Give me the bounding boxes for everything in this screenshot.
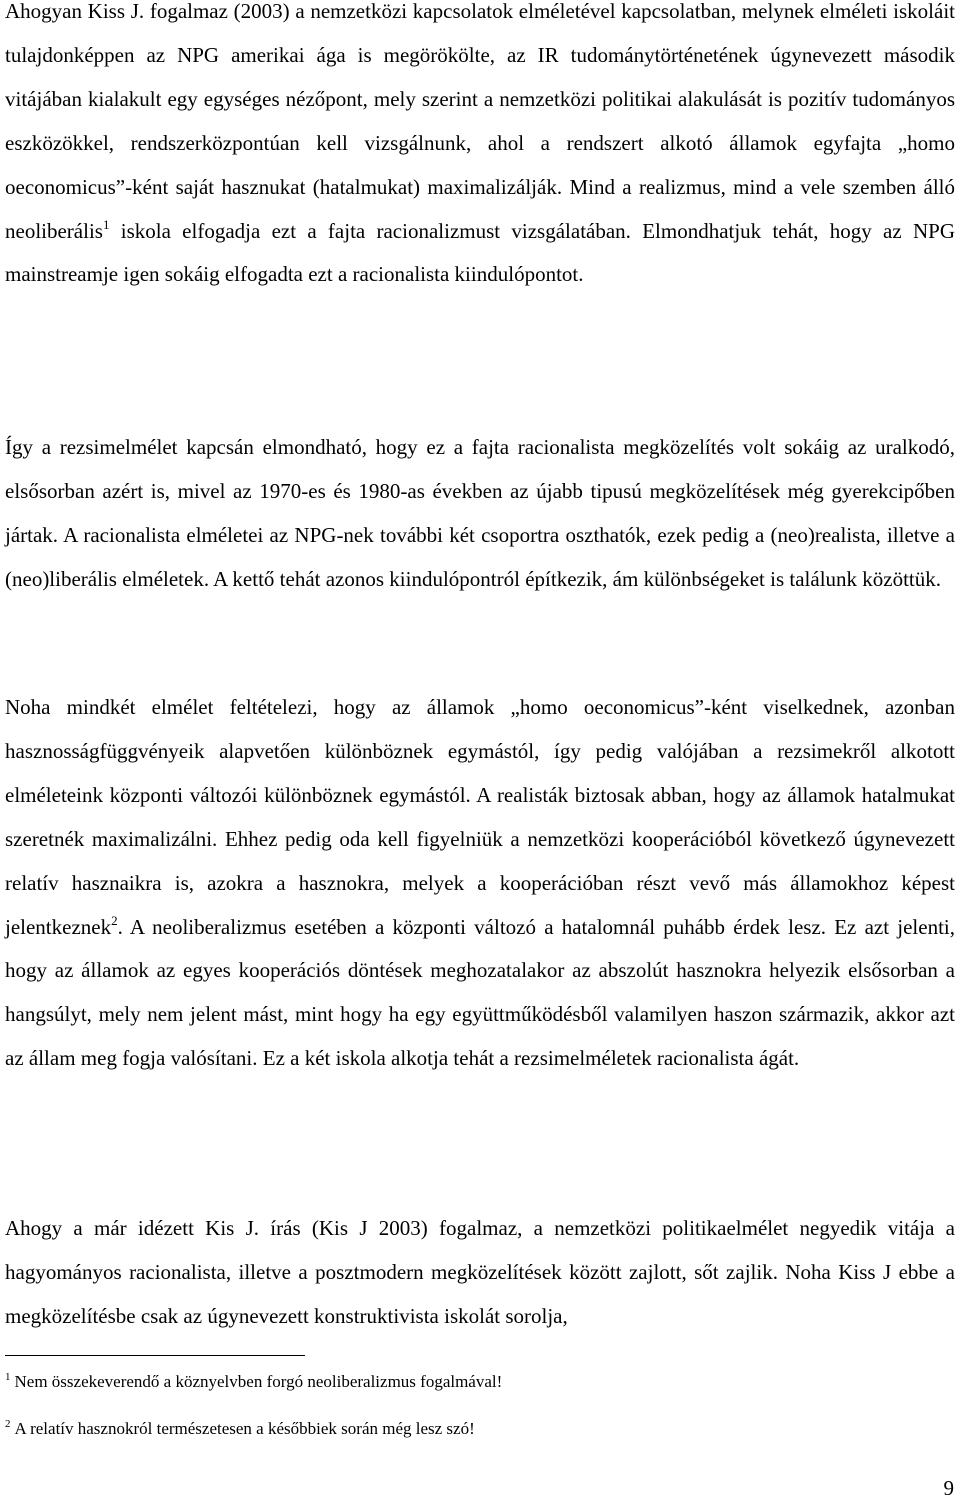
paragraph-1-tail: iskola elfogadja ezt a fajta racionalizmust vizsgálatában. Elmondhatjuk tehát, hogy az NPG mainstreamje igen sokáig elfogadta ezt a racionalista kiindulópontot. bbox=[5, 218, 955, 287]
footnote-ref-2: 2 bbox=[111, 912, 118, 928]
footnote-separator bbox=[5, 1355, 305, 1356]
paragraph-2-text: Így a rezsimelmélet kapcsán elmondható, hogy ez a fajta racionalista megközelítés volt sokáig az uralkodó, elsősorban azért is, mivel az 1970-es és 1980-as években az újabb tipusú megközelítések még gyerekcipőben jártak. A racionalista elméletei az NPG-nek további két csoportra oszthatók, ezek pedig a (neo)realista, illetve a (neo)liberális elméletek. A kettő tehát azonos kiindulópontról építkezik, ám különbségeket is találunk közöttük. bbox=[5, 435, 955, 591]
page-number: 9 bbox=[943, 1476, 954, 1500]
footnote-1 bbox=[5, 1371, 502, 1393]
paragraph-1-text: Ahogyan Kiss J. fogalmaz (2003) a nemzetközi kapcsolatok elméletével kapcsolatban, melynek elméleti iskoláit tulajdonképpen az NPG amerikai ága is megörökölte, az IR tudománytörténetének úgynevezett második vitájában kialakult egy egységes nézőpont, mely szerint a nemzetközi politikai alakulását is pozitív tudományos eszközökkel, rendszerközpontúan kell vizsgálnunk, ahol a rendszert alkotó államok egyfajta „homo oeconomicus”-ként saját hasznukat (hatalmukat) maximalizálják. Mind a realizmus, mind a vele szemben álló neoliberális bbox=[5, 0, 955, 243]
paragraph-4-text: Ahogy a már idézett Kis J. írás (Kis J 2003) fogalmaz, a nemzetközi politikaelmélet negyedik vitája a hagyományos racionalista, illetve a posztmodern megközelítések között zajlott, sőt zajlik. Noha Kiss J ebbe a megközelítésbe csak az úgynevezett konstruktivista iskolát sorolja, bbox=[5, 1216, 955, 1328]
footnote-1-number: 1 bbox=[5, 1371, 11, 1383]
paragraph-1 bbox=[5, 0, 955, 297]
paragraph-3-text: Noha mindkét elmélet feltételezi, hogy az államok „homo oeconomicus”-ként viselkednek, azonban hasznosságfüggvényeik alapvetően különböznek egymástól, így pedig valójában a rezsimekről alkotott elméleteink központi változói különböznek egymástól. A realisták biztosak abban, hogy az államok hatalmukat szeretnék maximalizálni. Ehhez pedig oda kell figyelniük a nemzetközi kooperációból következő úgynevezett relatív hasznaikra is, azokra a hasznokra, melyek a kooperációban részt vevő más államokhoz képest jelentkeznek bbox=[5, 695, 955, 939]
paragraph-4 bbox=[5, 1207, 955, 1339]
paragraph-3 bbox=[5, 686, 955, 1081]
footnote-2-number: 2 bbox=[5, 1418, 11, 1430]
footnote-1-text: Nem összekeverendő a köznyelvben forgó neoliberalizmus fogalmával! bbox=[14, 1372, 503, 1391]
footnote-2-text: A relatív hasznokról természetesen a későbbiek során még lesz szó! bbox=[14, 1419, 475, 1438]
paragraph-2 bbox=[5, 426, 955, 602]
footnote-ref-1: 1 bbox=[102, 216, 110, 232]
paragraph-3-tail: . A neoliberalizmus esetében a központi változó a hatalomnál puhább érdek lesz. Ez azt jelenti, hogy az államok az egyes kooperációs döntések meghozatalakor az abszolút hasznokra helyezik elsősorban a hangsúlyt, mely nem jelent mást, mint hogy ha egy együttműködésből valamilyen haszon származik, akkor azt az állam meg fogja valósítani. Ez a két iskola alkotja tehát a rezsimelméletek racionalista ágát. bbox=[5, 914, 955, 1071]
footnote-2 bbox=[5, 1418, 475, 1440]
